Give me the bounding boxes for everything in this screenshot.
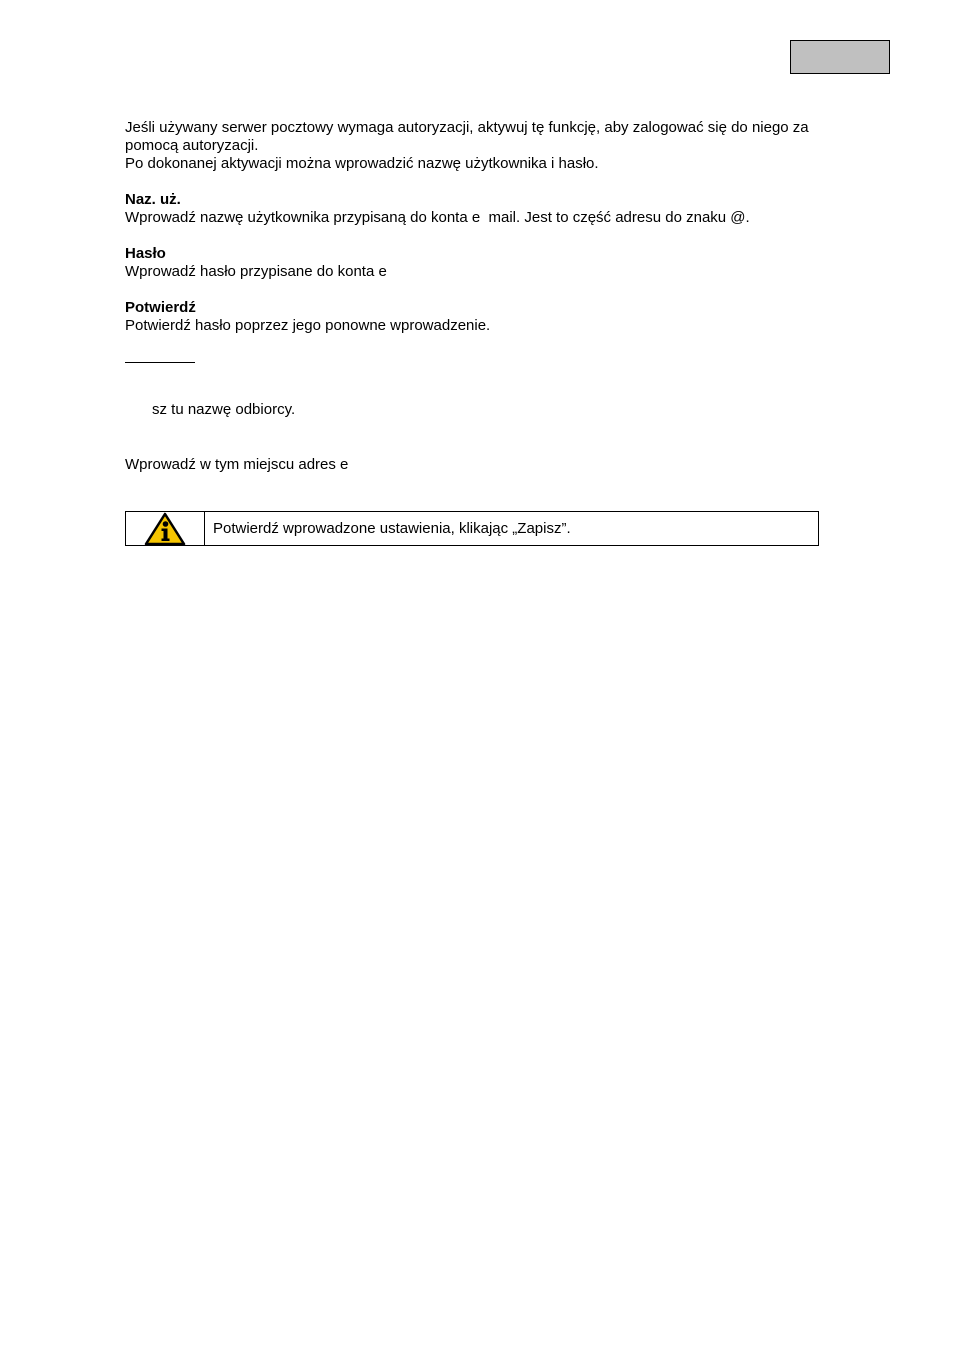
info-note-text: Potwierdź wprowadzone ustawienia, klikając „Zapisz”. [213,519,571,537]
document-body [125,119,865,474]
address-text: Wprowadź w tym miejscu adres e [125,456,349,473]
username-heading: Naz. uż. [125,191,181,208]
intro-line-1: Jeśli używany serwer pocztowy wymaga autoryzacji, aktywuj tę funkcję, aby zalogować się do niego za [125,119,809,136]
confirm-heading: Potwierdź [125,299,196,316]
info-warning-icon [144,512,186,546]
username-text: Wprowadź nazwę użytkownika przypisaną do konta e mail. Jest to część adresu do znaku @. [125,209,750,226]
confirm-text: Potwierdź hasło poprzez jego ponowne wprowadzenie. [125,317,491,334]
password-heading: Hasło [125,245,166,262]
intro-line-3: Po dokonanej aktywacji można wprowadzić nazwę użytkownika i hasło. [125,155,599,172]
recipient-text: sz tu nazwę odbiorcy. [152,401,296,418]
intro-line-2: pomocą autoryzacji. [125,137,259,154]
language-tab-box [790,40,890,74]
info-note-text-cell [205,512,818,545]
info-note-icon-cell [126,512,205,545]
info-note-table [125,511,819,546]
password-text: Wprowadź hasło przypisane do konta e [125,263,387,280]
